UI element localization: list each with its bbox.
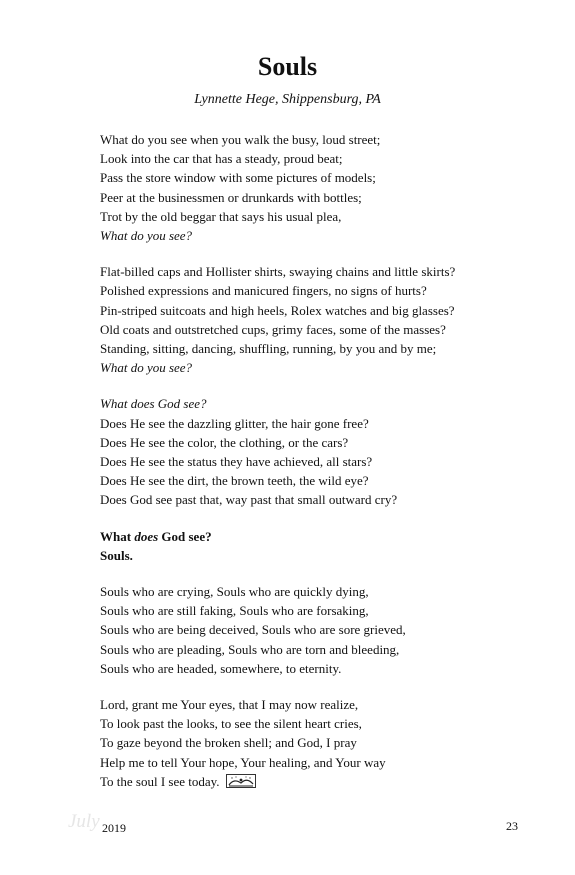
page-footer bbox=[68, 810, 518, 840]
poem-line: Pass the store window with some pictures of models; bbox=[100, 170, 376, 186]
stanza-5 bbox=[100, 582, 500, 678]
poem-line: To look past the looks, to see the silent heart cries, bbox=[100, 716, 362, 732]
poem-line: Look into the car that has a steady, proud beat; bbox=[100, 151, 343, 167]
poem-line: Souls who are pleading, Souls who are torn and bleeding, bbox=[100, 641, 400, 657]
poem-refrain: What does God see? bbox=[100, 396, 207, 412]
poem-line: To gaze beyond the broken shell; and God, I pray bbox=[100, 735, 357, 751]
poem-line: Pin-striped suitcoats and high heels, Rolex watches and big glasses? bbox=[100, 302, 455, 318]
line-text: God see? bbox=[158, 528, 212, 544]
poem-line: Flat-billed caps and Hollister shirts, swaying chains and little skirts? bbox=[100, 264, 456, 280]
poem-line-final bbox=[100, 772, 500, 791]
poem-line: Souls who are still faking, Souls who are forsaking, bbox=[100, 603, 369, 619]
poem-line-emphasis bbox=[100, 527, 500, 546]
stanza-1 bbox=[100, 130, 500, 245]
stanza-6 bbox=[100, 695, 500, 791]
poem-line: Souls who are being deceived, Souls who are sore grieved, bbox=[100, 622, 406, 638]
poem-line: Polished expressions and manicured fingers, no signs of hurts? bbox=[100, 283, 427, 299]
poem-line: Help me to tell Your hope, Your healing, and Your way bbox=[100, 754, 386, 770]
poem-body bbox=[100, 130, 500, 808]
footer-month: July bbox=[68, 811, 100, 832]
poem-line: Souls who are crying, Souls who are quickly dying, bbox=[100, 584, 369, 600]
line-text: What bbox=[100, 528, 135, 544]
page-number: 23 bbox=[506, 819, 518, 833]
poem-refrain: What do you see? bbox=[100, 360, 193, 376]
end-ornament-icon bbox=[226, 774, 256, 788]
stanza-3 bbox=[100, 394, 500, 509]
poem-line: Souls who are headed, somewhere, to eternity. bbox=[100, 660, 342, 676]
poem-line: Peer at the businessmen or drunkards with bottles; bbox=[100, 189, 362, 205]
stanza-4 bbox=[100, 527, 500, 565]
poem-line: Old coats and outstretched cups, grimy faces, some of the masses? bbox=[100, 321, 446, 337]
emphasized-word: does bbox=[134, 528, 159, 544]
poem-line: Does He see the dirt, the brown teeth, the wild eye? bbox=[100, 473, 369, 489]
stanza-2 bbox=[100, 262, 500, 377]
poem-line: Lord, grant me Your eyes, that I may now realize, bbox=[100, 697, 359, 713]
poem-line: Trot by the old beggar that says his usual plea, bbox=[100, 208, 342, 224]
poem-line: Standing, sitting, dancing, shuffling, running, by you and by me; bbox=[100, 341, 437, 357]
poem-line: Does He see the status they have achieved, all stars? bbox=[100, 454, 373, 470]
poem-line: What do you see when you walk the busy, loud street; bbox=[100, 132, 381, 147]
poem-line: Does God see past that, way past that small outward cry? bbox=[100, 492, 398, 508]
footer-year: 2019 bbox=[102, 821, 126, 835]
line-text: To the soul I see today. bbox=[100, 773, 220, 789]
poem-title: Souls bbox=[257, 52, 318, 81]
poem-line-answer: Souls. bbox=[100, 547, 133, 563]
poem-refrain: What do you see? bbox=[100, 228, 193, 244]
poem-line: Does He see the color, the clothing, or the cars? bbox=[100, 434, 349, 450]
poem-byline: Lynnette Hege, Shippensburg, PA bbox=[194, 92, 381, 107]
poem-line: Does He see the dazzling glitter, the hair gone free? bbox=[100, 415, 369, 431]
